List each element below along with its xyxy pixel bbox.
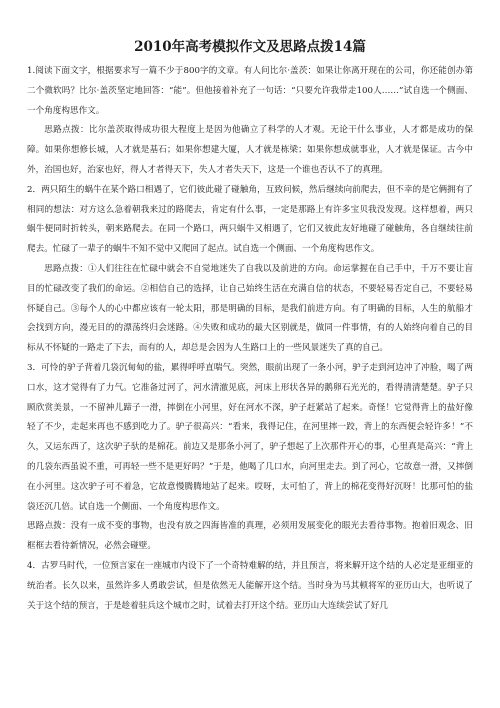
hint-1: 思路点拨：比尔盖茨取得成功很大程度上是因为他确立了科学的人才观。无论干什么事业，人才都是成功的保障。如果你想修长城，人才就是基石；如果你想建大厦，人才就是栋梁；如果你想成就事业，人才就是保证。古今中外，治国也好，治家也好，得人才者得天下，失人才者失天下，这是一个谁也否认不了的真理。 bbox=[27, 125, 473, 175]
question-2: 2．两只陌生的蜗牛在某个路口相遇了，它们彼此碰了碰触角，互致问候，然后继续向前爬去，但不幸的是它俩拥有了相同的想法：对方这么急着朝我来过的路爬去，肯定有什么事，一定是那路上有许多宝贝我没发现。这样想着，两只蜗牛便同时折转头，朝来路爬去。在同一个路口，两只蜗牛又相遇了，它们又彼此友好地碰了碰触角，各自继续往前爬去。忙碌了一辈子的蜗牛不知不觉中又爬回了起点。试自选一个侧面、一个角度构思作文。 bbox=[27, 184, 473, 255]
hint-2: 思路点拨：①人们往往在忙碌中就会不自觉地迷失了自我以及前进的方向。命运掌握在自己手中，千万不要让盲目的忙碌改变了我们的命运。②相信自己的选择，让自己始终生活在充满自信的状态，不要轻易否定自己，不要轻易怀疑自己。③每个人的心中都应该有一轮太阳，那是明确的目标，是我们前进方向。有了明确的目标，人生的航船才会找到方向，漫无目的的漂荡终归会迷路。④失败和成功的最大区别就是，做同一件事情，有的人始终向着自己的目标从不怀疑的一路走了下去，而有的人，却总是会因为人生路口上的一些风景迷失了真的自己。 bbox=[27, 263, 473, 354]
question-4: 4．古罗马时代，一位预言家在一座城市内设下了一个奇特难解的结，并且预言，将来解开这个结的人必定是亚细亚的统治者。长久以来，虽然许多人勇敢尝试，但是依然无人能解开这个结。当时身为马其顿将军的亚历山大，也听说了关于这个结的预言，于是趁着驻兵这个城市之时，试着去打开这个结。亚历山大连续尝试了好几 bbox=[27, 560, 473, 611]
question-1: 1.阅读下面文字，根据要求写一篇不少于800字的文章。有人问比尔·盖茨：如果让你离开现在的公司，你还能创办第二个微软吗？比尔·盖茨坚定地回答：“能”。但他接着补充了一句话：“只要允许我带走100人……”试自选一个侧面、一个角度构思作文。 bbox=[27, 66, 473, 116]
question-3: 3．可怜的驴子背着几袋沉甸甸的盐，累得呼呼直喘气。突然，眼前出现了一条小河，驴子走到河边冲了冲脸，喝了两口水，这才觉得有了力气。它准备过河了，河水清澈见底，河床上形状各异的鹅卵石光光的，看得清清楚楚。驴子只顾欣赏美景，一不留神儿蹄子一滑，摔倒在小河里，好在河水不深，驴子赶紧站了起来。奇怪！它觉得背上的盐好像轻了不少，走起来再也不感到吃力了。驴子很高兴：“看来，我得记住，在河里摔一跤，背上的东西便会轻许多！”不久，又运东西了，这次驴子驮的是棉花。前边又是那条小河了，驴子想起了上次那件开心的事，心里真是高兴：“背上的几袋东西虽说不重，可再轻一些不是更好吗？”于是，他喝了几口水，向河里走去。到了河心，它故意一滑，又摔倒在小河里。这次驴子可不着急，它故意慢腾腾地站了起来。哎呀，太可怕了，背上的棉花变得好沉呀！比那可怕的盐袋还沉几倍。试自选一个侧面、一个角度构思作文。 bbox=[27, 362, 473, 512]
hint-3: 思路点拨：没有一成不变的事物，也没有放之四海皆准的真理，必须用发展变化的眼光去看待事物。抱着旧观念、旧框框去看待新情况，必然会碰壁。 bbox=[27, 521, 473, 552]
document-title: 2010年高考模拟作文及思路点拨14篇 bbox=[134, 39, 366, 55]
